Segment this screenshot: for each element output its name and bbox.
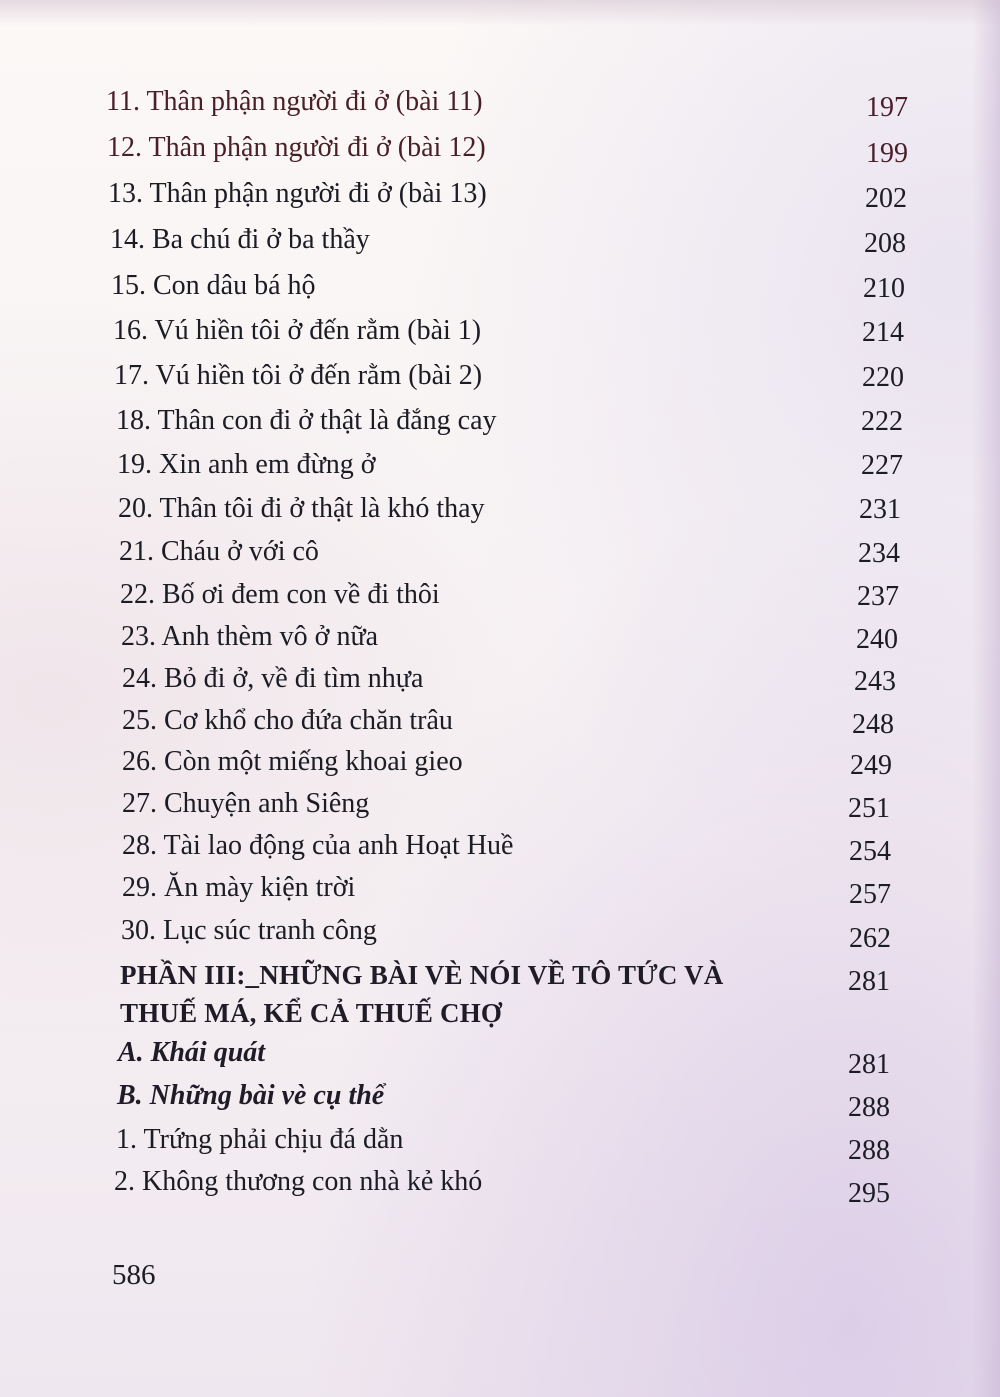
toc-entry-page: 240 xyxy=(856,624,898,655)
toc-sub-entry-title: 1. Trứng phải chịu đá dằn xyxy=(116,1124,404,1155)
toc-entry-title: 30. Lục súc tranh công xyxy=(121,915,377,946)
toc-entry-page: 199 xyxy=(866,138,908,169)
toc-entry-page: 214 xyxy=(862,317,904,348)
toc-entry-page: 197 xyxy=(866,92,908,123)
section-a-title: A. Khái quát xyxy=(118,1037,266,1068)
part-heading-page: 281 xyxy=(848,966,890,997)
toc-entry-title: 17. Vú hiền tôi ở đến rằm (bài 2) xyxy=(114,360,483,391)
toc-entry-title: 20. Thân tôi đi ở thật là khó thay xyxy=(118,493,485,524)
toc-entry-title: 14. Ba chú đi ở ba thầy xyxy=(110,224,370,255)
toc-entry-page: 249 xyxy=(850,750,892,781)
toc-entry-title: 12. Thân phận người đi ở (bài 12) xyxy=(107,132,486,163)
toc-entry-page: 202 xyxy=(865,183,907,214)
toc-entry-title: 26. Còn một miếng khoai gieo xyxy=(122,746,463,777)
toc-entry-title: 22. Bố ơi đem con về đi thôi xyxy=(120,579,440,610)
toc-entry-page: 254 xyxy=(849,836,891,867)
part-heading-line-1: PHẦN III:_NHỮNG BÀI VÈ NÓI VỀ TÔ TỨC VÀ xyxy=(120,960,724,990)
toc-entry-title: 15. Con dâu bá hộ xyxy=(111,270,316,301)
toc-entry-page: 248 xyxy=(852,709,894,740)
toc-sub-entry-page: 288 xyxy=(848,1135,890,1166)
toc-entry-title: 23. Anh thèm vô ở nữa xyxy=(121,621,379,652)
toc-entry-title: 24. Bỏ đi ở, về đi tìm nhựa xyxy=(122,663,424,694)
section-b-title: B. Những bài vè cụ thể xyxy=(117,1080,385,1111)
toc-entry-title: 21. Cháu ở với cô xyxy=(119,536,319,567)
page-number: 586 xyxy=(112,1259,156,1291)
toc-entry-title: 13. Thân phận người đi ở (bài 13) xyxy=(108,178,487,209)
toc-entry-page: 208 xyxy=(864,228,906,259)
part-heading-line-2: THUẾ MÁ, KỂ CẢ THUẾ CHỢ xyxy=(120,998,503,1028)
toc-entry-page: 262 xyxy=(849,923,891,954)
toc-entry-title: 11. Thân phận người đi ở (bài 11) xyxy=(106,86,483,117)
toc-entry-title: 25. Cơ khổ cho đứa chăn trâu xyxy=(122,705,453,736)
toc-entry-page: 231 xyxy=(859,494,901,525)
toc-entry-page: 243 xyxy=(854,666,896,697)
toc-entry-title: 16. Vú hiền tôi ở đến rằm (bài 1) xyxy=(113,315,482,346)
toc-entry-page: 210 xyxy=(863,273,905,304)
section-a-page: 281 xyxy=(848,1049,890,1080)
toc-entry-page: 237 xyxy=(857,581,899,612)
toc-sub-entry-page: 295 xyxy=(848,1178,890,1209)
toc-entry-title: 18. Thân con đi ở thật là đắng cay xyxy=(116,405,497,436)
toc-entry-page: 222 xyxy=(861,406,903,437)
toc-sub-entry-title: 2. Không thương con nhà kẻ khó xyxy=(114,1166,483,1197)
toc-entry-title: 27. Chuyện anh Siêng xyxy=(122,788,370,819)
toc-entry-title: 28. Tài lao động của anh Hoạt Huề xyxy=(122,830,514,861)
toc-entry-page: 257 xyxy=(849,879,891,910)
section-b-page: 288 xyxy=(848,1092,890,1123)
toc-entry-page: 227 xyxy=(861,450,903,481)
toc-entry-title: 19. Xin anh em đừng ở xyxy=(117,449,376,480)
toc-entry-page: 220 xyxy=(862,362,904,393)
toc-entry-page: 234 xyxy=(858,538,900,569)
toc-entry-page: 251 xyxy=(848,793,890,824)
toc-entry-title: 29. Ăn mày kiện trời xyxy=(122,872,356,903)
